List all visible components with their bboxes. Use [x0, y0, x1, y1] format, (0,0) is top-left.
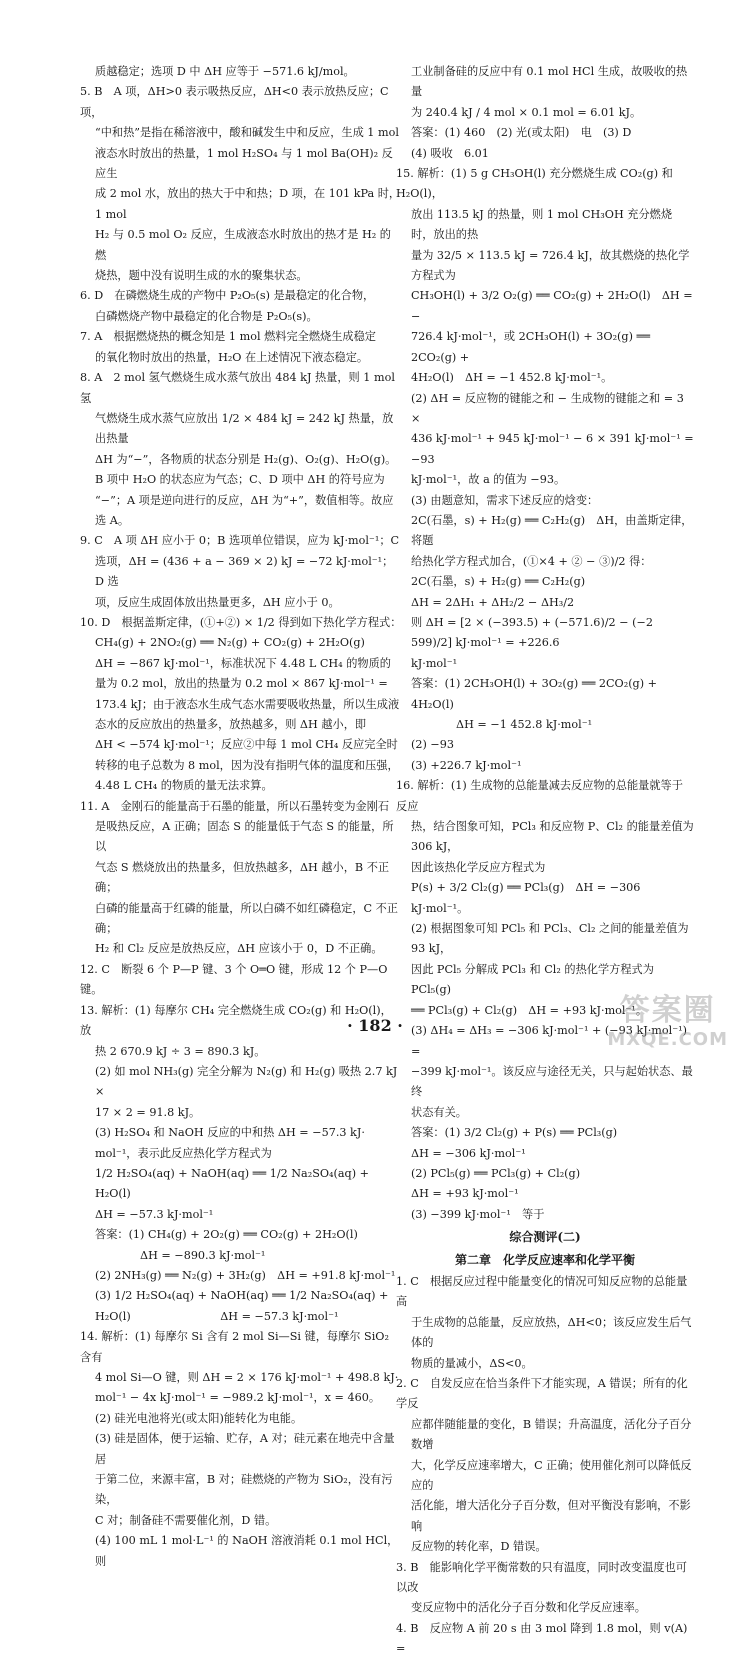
left-text-line: ΔH = −57.3 kJ·mol⁻¹	[95, 1207, 214, 1221]
right-text-line: (2) ΔH = 反应物的键能之和 − 生成物的键能之和 = 3 ×	[411, 391, 684, 425]
right-text-line: 答案：(1) 3/2 Cl₂(g) + P(s) ══ PCl₃(g)	[411, 1126, 618, 1140]
right-text-line: (2) 根据图象可知 PCl₅ 和 PCl₃、Cl₂ 之间的能量差值为 93 kJ，	[411, 922, 689, 956]
left-text-line: 答案：(1) CH₄(g) + 2O₂(g) ══ CO₂(g) + 2H₂O(l)	[95, 1228, 358, 1242]
right-text-line: P(s) + 3/2 Cl₂(g) ══ PCl₃(g) ΔH = −306 kJ·mol⁻¹。	[411, 881, 641, 915]
right-text-line: 应都伴随能量的变化，B 错误；升高温度，活化分子百分数增	[411, 1417, 692, 1452]
left-text-line: 5. B A 项，ΔH>0 表示吸热反应，ΔH<0 表示放热反应；C 项，	[80, 85, 389, 119]
watermark	[607, 985, 728, 1050]
left-text-line: (3) 1/2 H₂SO₄(aq) + NaOH(aq) ══ 1/2 Na₂SO₄(aq) +	[95, 1289, 389, 1303]
left-text-line: 于第二位，来源丰富，B 对；硅燃烧的产物为 SiO₂，没有污染，	[95, 1473, 393, 1507]
left-text-line: 13. 解析：(1) 每摩尔 CH₄ 完全燃烧生成 CO₂(g) 和 H₂O(l)，放	[80, 1003, 392, 1038]
right-text-line: 726.4 kJ·mol⁻¹，或 2CH₃OH(l) + 3O₂(g) ══ 2CO₂(g) +	[411, 330, 650, 364]
left-text-line: H₂ 和 Cl₂ 反应是放热反应，ΔH 应该小于 0，D 不正确。	[95, 942, 383, 956]
left-text-line: 项，反应生成固体放出热量更多，ΔH 应小于 0。	[95, 595, 340, 609]
right-text-line: 则 ΔH = [2 × (−393.5) + (−571.6)/2 − (−2 599)/2] kJ·mol⁻¹ = +226.6	[411, 615, 654, 650]
left-text-line: 白磷的能量高于红磷的能量，所以白磷不如红磷稳定，C 不正确；	[95, 901, 398, 936]
right-text-line: 因此 PCl₅ 分解成 PCl₃ 和 Cl₂ 的热化学方程式为 PCl₅(g)	[411, 962, 654, 997]
left-text-line: (2) 2NH₃(g) ══ N₂(g) + 3H₂(g) ΔH = +91.8 kJ·mol⁻¹	[95, 1268, 396, 1282]
left-text-line: 转移的电子总数为 8 mol，因为没有指明气体的温度和压强，	[95, 758, 399, 772]
left-text-line: mol⁻¹ − 4x kJ·mol⁻¹ = −989.2 kJ·mol⁻¹，x = 460。	[95, 1391, 381, 1405]
right-text-line: 答案：(1) 460 (2) 光(或太阳) 电 (3) D	[411, 126, 632, 140]
left-text-line: 质越稳定；选项 D 中 ΔH 应等于 −571.6 kJ/mol。	[95, 65, 355, 78]
right-text-line: 2. C 自发反应在恰当条件下才能实现，A 错误；所有的化学反	[396, 1377, 688, 1411]
right-text-line: 于生成物的总能量，反应放热，ΔH<0；该反应发生后气体的	[411, 1315, 692, 1350]
left-text-line: 9. C A 项 ΔH 应小于 0；B 选项单位错误，应为 kJ·mol⁻¹；C	[80, 534, 400, 548]
right-text-line: 3. B 能影响化学平衡常数的只有温度，同时改变温度也可以改	[396, 1560, 687, 1595]
right-text-line: 综合测评(二)	[509, 1230, 581, 1245]
right-text-line: (3) +226.7 kJ·mol⁻¹	[411, 758, 522, 772]
right-text-line: (3) −399 kJ·mol⁻¹ 等于	[411, 1207, 545, 1221]
left-text-line: C 对；制备硅不需要催化剂，D 错。	[95, 1513, 277, 1527]
right-text-line: 状态有关。	[411, 1105, 467, 1119]
left-text-line: 4 mol Si—O 键，则 ΔH = 2 × 176 kJ·mol⁻¹ + 498.8 kJ·	[95, 1371, 399, 1384]
left-text-line: 4.48 L CH₄ 的物质的量无法求算。	[95, 779, 273, 793]
left-text-line: (4) 100 mL 1 mol·L⁻¹ 的 NaOH 溶液消耗 0.1 mol HCl，则	[95, 1534, 399, 1568]
right-text-line: 2C(石墨，s) + H₂(g) ══ C₂H₂(g) ΔH，由盖斯定律，将题	[411, 513, 693, 548]
right-text-line: 反应物的转化率，D 错误。	[411, 1540, 547, 1554]
right-text-line: 因此该热化学反应方程式为	[411, 860, 546, 874]
right-text-line: ══ PCl₃(g) + Cl₂(g) ΔH = +93 kJ·mol⁻¹。	[411, 1003, 648, 1017]
left-text-line: 17 × 2 = 91.8 kJ。	[95, 1105, 201, 1119]
left-text-line: ΔH = −867 kJ·mol⁻¹，标准状况下 4.48 L CH₄ 的物质的	[95, 656, 391, 670]
left-text-line: 热 2 670.9 kJ ÷ 3 = 890.3 kJ。	[95, 1044, 266, 1058]
left-text-line: B 项中 H₂O 的状态应为气态；C、D 项中 ΔH 的符号应为	[95, 473, 385, 487]
left-text-line: CH₄(g) + 2NO₂(g) ══ N₂(g) + CO₂(g) + 2H₂O(g)	[95, 636, 365, 650]
left-text-line: 10. D 根据盖斯定律，(①+②) × 1/2 得到如下热化学方程式：	[80, 615, 402, 629]
right-text-line: ΔH = +93 kJ·mol⁻¹	[411, 1187, 519, 1201]
left-text-line: 液态水时放出的热量，1 mol H₂SO₄ 与 1 mol Ba(OH)₂ 反应生	[95, 146, 393, 181]
watermark-title: 答案圈	[619, 993, 716, 1028]
left-text-line: 12. C 断裂 6 个 P—P 键、3 个 O═O 键，形成 12 个 P—O 键。	[80, 962, 388, 997]
right-text-line: (3) 由题意知，需求下述反应的焓变：	[411, 493, 599, 507]
right-text-line: 给热化学方程式加合，(①×4 + ② − ③)/2 得：	[411, 554, 652, 568]
left-text-line: “中和热”是指在稀溶液中，酸和碱发生中和反应，生成 1 mol	[95, 126, 399, 140]
right-text-line: ΔH = −306 kJ·mol⁻¹	[411, 1146, 526, 1160]
left-text-line: 选项，ΔH = (436 + a − 369 × 2) kJ = −72 kJ·mol⁻¹；D 选	[95, 554, 394, 589]
left-text-line: 7. A 根据燃烧热的概念知是 1 mol 燃料完全燃烧生成稳定	[80, 330, 376, 344]
right-text-line: 物质的量减小，ΔS<0。	[411, 1356, 533, 1370]
left-text-line: 11. A 金刚石的能量高于石墨的能量，所以石墨转变为金刚石	[80, 799, 390, 813]
right-text-line: CH₃OH(l) + 3/2 O₂(g) ══ CO₂(g) + 2H₂O(l) ΔH = −	[411, 289, 693, 323]
watermark-url: MXQE.COM	[607, 1029, 728, 1050]
right-column	[396, 62, 694, 1660]
right-text-line: 工业制备硅的反应中有 0.1 mol HCl 生成，故吸收的热量	[411, 65, 688, 99]
left-text-line: ΔH = −890.3 kJ·mol⁻¹	[140, 1248, 266, 1262]
right-text-line: 量为 32/5 × 113.5 kJ = 726.4 kJ，故其燃烧的热化学方程式为	[411, 248, 690, 283]
left-text-line: ΔH 为“−”，各物质的状态分别是 H₂(g)、O₂(g)、H₂O(g)。	[95, 452, 397, 466]
right-text-line: kJ·mol⁻¹	[411, 656, 458, 670]
right-text-line: −399 kJ·mol⁻¹。该反应与途径无关，只与起始状态、最终	[411, 1064, 693, 1099]
left-text-line: H₂O(l) ΔH = −57.3 kJ·mol⁻¹	[95, 1309, 339, 1323]
left-text-line: 选 A。	[95, 513, 130, 527]
right-text-line: 4. B 反应物 A 前 20 s 由 3 mol 降到 1.8 mol，则 v(A) =	[396, 1621, 688, 1656]
left-text-line: 量为 0.2 mol，放出的热量为 0.2 mol × 867 kJ·mol⁻¹ =	[95, 677, 388, 691]
left-text-line: “−”；A 项是逆向进行的反应，ΔH 为“+”，数值相等。故应	[95, 493, 394, 507]
right-text-line: 热，结合图象可知，PCl₃ 和反应物 P、Cl₂ 的能量差值为 306 kJ，	[411, 820, 694, 854]
right-text-line: ΔH = −1 452.8 kJ·mol⁻¹	[456, 718, 593, 731]
right-text-line: (4) 吸收 6.01	[411, 146, 489, 160]
left-text-line: 烧热，题中没有说明生成的水的聚集状态。	[95, 269, 308, 283]
left-text-line: 14. 解析：(1) 每摩尔 Si 含有 2 mol Si—Si 键，每摩尔 SiO₂ 含有	[80, 1330, 389, 1364]
left-text-line: 的氧化物时放出的热量，H₂O 在上述情况下液态稳定。	[95, 350, 369, 364]
left-text-line: (3) H₂SO₄ 和 NaOH 反应的中和热 ΔH = −57.3 kJ·	[95, 1126, 365, 1140]
left-text-line: 是吸热反应，A 正确；固态 S 的能量低于气态 S 的能量，所以	[95, 820, 394, 854]
left-text-line: mol⁻¹，表示此反应热化学方程式为	[95, 1146, 272, 1160]
right-text-line: ΔH = 2ΔH₁ + ΔH₂/2 − ΔH₃/2	[411, 595, 575, 609]
right-text-line: 第二章 化学反应速率和化学平衡	[454, 1252, 635, 1267]
right-text-line: 4H₂O(l) ΔH = −1 452.8 kJ·mol⁻¹。	[411, 371, 613, 385]
left-text-line: (3) 硅是固体，便于运输、贮存，A 对；硅元素在地壳中含量居	[95, 1432, 395, 1466]
right-text-line: 活化能，增大活化分子百分数，但对平衡没有影响，不影响	[411, 1499, 691, 1533]
left-text-line: 气燃烧生成水蒸气应放出 1/2 × 484 kJ = 242 kJ 热量，放出热量	[95, 411, 394, 446]
right-text-line: kJ·mol⁻¹，故 a 的值为 −93。	[411, 473, 566, 487]
left-text-line: H₂ 与 0.5 mol O₂ 反应，生成液态水时放出的热才是 H₂ 的燃	[95, 228, 391, 262]
right-text-line: 变反应物中的活化分子百分数和化学反应速率。	[411, 1601, 646, 1615]
left-text-line: 白磷燃烧产物中最稳定的化合物是 P₂O₅(s)。	[95, 309, 318, 323]
right-text-line: (2) PCl₅(g) ══ PCl₃(g) + Cl₂(g)	[411, 1166, 581, 1180]
right-text-line: 16. 解析：(1) 生成物的总能量减去反应物的总能量就等于反应	[396, 779, 683, 813]
left-text-line: 8. A 2 mol 氢气燃烧生成水蒸气放出 484 kJ 热量，则 1 mol 氢	[80, 371, 395, 405]
left-text-line: 气态 S 燃烧放出的热量多，但放热越多，ΔH 越小，B 不正确；	[95, 860, 390, 895]
left-text-line: ΔH < −574 kJ·mol⁻¹；反应②中每 1 mol CH₄ 反应完全时	[95, 738, 398, 752]
right-text-line: 436 kJ·mol⁻¹ + 945 kJ·mol⁻¹ − 6 × 391 kJ·mol⁻¹ = −93	[411, 432, 694, 466]
left-text-line: 173.4 kJ；由于液态水生成气态水需要吸收热量，所以生成液	[95, 697, 400, 711]
right-text-line: 1. C 根据反应过程中能量变化的情况可知反应物的总能量高	[396, 1274, 688, 1309]
left-text-line: 1/2 H₂SO₄(aq) + NaOH(aq) ══ 1/2 Na₂SO₄(aq) + H₂O(l)	[95, 1166, 370, 1201]
left-text-line: 态水的反应放出的热量多，放热越多，则 ΔH 越小，即	[95, 718, 367, 731]
left-text-line: 6. D 在磷燃烧生成的产物中 P₂O₅(s) 是最稳定的化合物，	[80, 289, 375, 303]
right-text-line: 为 240.4 kJ / 4 mol × 0.1 mol = 6.01 kJ。	[411, 105, 642, 119]
left-column	[80, 62, 402, 1572]
right-text-line: 答案：(1) 2CH₃OH(l) + 3O₂(g) ══ 2CO₂(g) + 4H₂O(l)	[411, 677, 658, 711]
left-text-line: (2) 如 mol NH₃(g) 完全分解为 N₂(g) 和 H₂(g) 吸热 2.7 kJ ×	[95, 1064, 398, 1099]
right-text-line: 大，化学反应速率增大，C 正确；使用催化剂可以降低反应的	[411, 1458, 692, 1493]
right-text-line: 15. 解析：(1) 5 g CH₃OH(l) 充分燃烧生成 CO₂(g) 和 H₂O(l)，	[396, 167, 673, 201]
right-text-line: 2C(石墨，s) + H₂(g) ══ C₂H₂(g)	[411, 575, 586, 589]
page-number: · 182 ·	[347, 1016, 403, 1035]
left-text-line: 成 2 mol 水，放出的热大于中和热；D 项，在 101 kPa 时，1 mol	[95, 187, 401, 221]
right-text-line: 放出 113.5 kJ 的热量，则 1 mol CH₃OH 充分燃烧时，放出的热	[411, 207, 673, 242]
left-text-line: (2) 硅光电池将光(或太阳)能转化为电能。	[95, 1411, 303, 1425]
right-text-line: (2) −93	[411, 738, 455, 752]
right-text-line: (3) ΔH₄ = ΔH₃ = −306 kJ·mol⁻¹ + (−93 kJ·mol⁻¹) =	[411, 1024, 687, 1058]
